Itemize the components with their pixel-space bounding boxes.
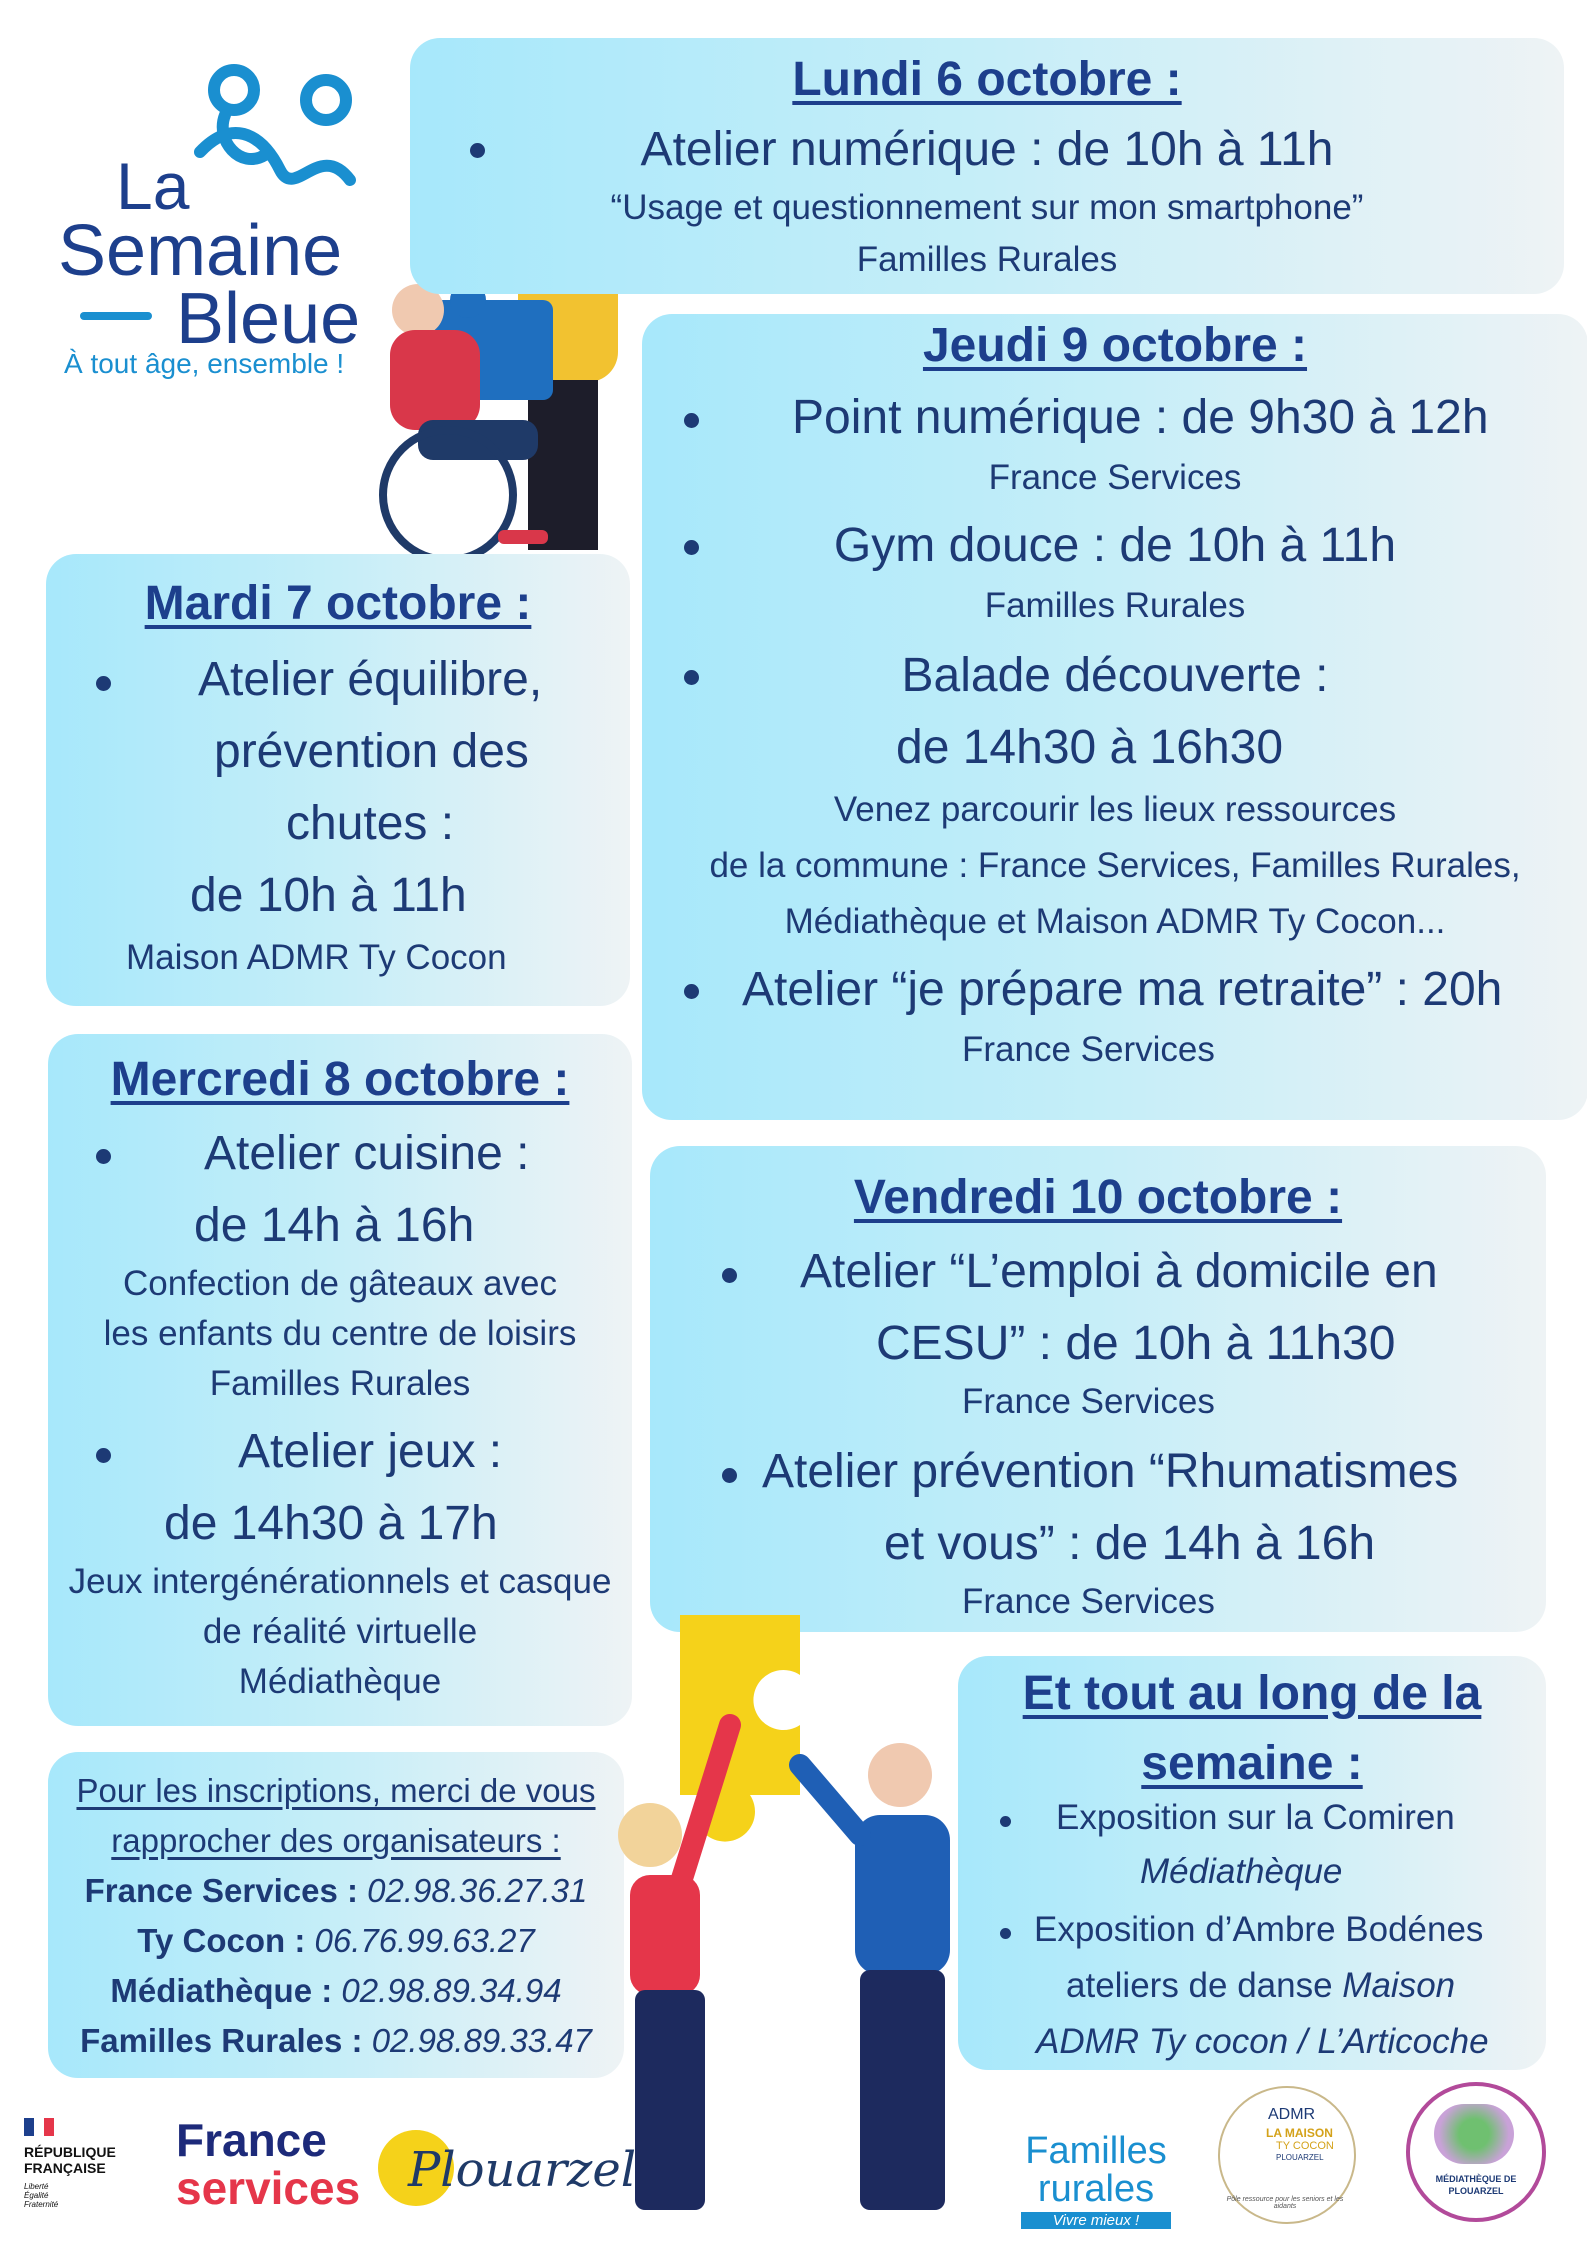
friday-event1-l2: CESU” : de 10h à 11h30	[876, 1317, 1396, 1370]
week-item2-l2-text: ateliers de danse	[1066, 1966, 1343, 2005]
bullet-icon	[684, 413, 699, 428]
thursday-event4: Atelier “je prépare ma retraite” : 20h	[742, 963, 1503, 1016]
thursday-title: Jeudi 9 octobre :	[922, 319, 1308, 372]
bullet-icon	[722, 1468, 737, 1483]
admr-ty-cocon-logo	[1206, 2080, 1366, 2230]
thursday-event3: Balade découverte :	[901, 649, 1329, 702]
admr-line-2: LA MAISON	[1266, 2126, 1333, 2140]
wednesday-event1: Atelier cuisine :	[204, 1127, 530, 1180]
wednesday-event1-desc1: Confection de gâteaux avec	[123, 1264, 557, 1303]
admr-line-3: TY COCON	[1276, 2140, 1334, 2152]
mediatheque-line-2: PLOUARZEL	[1448, 2186, 1504, 2196]
friday-title: Vendredi 10 octobre :	[853, 1171, 1343, 1224]
wednesday-event1-org: Familles Rurales	[209, 1364, 471, 1403]
brand-line-2: Semaine	[58, 211, 343, 291]
people-icon	[50, 60, 390, 220]
wednesday-event1-desc2: les enfants du centre de loisirs	[103, 1314, 577, 1353]
illustration-puzzle-people	[610, 1605, 960, 2235]
republique-motto-1: Liberté	[24, 2182, 49, 2191]
contact-row	[48, 1972, 624, 2010]
week-item1: Exposition sur la Comiren	[1056, 1798, 1455, 1837]
tuesday-event1-org: Maison ADMR Ty Cocon	[126, 938, 507, 977]
mediatheque-logo	[1406, 2082, 1546, 2222]
contact-row	[48, 2022, 624, 2060]
week-title-1: Et tout au long de la	[1022, 1667, 1482, 1720]
tuesday-title: Mardi 7 octobre :	[144, 577, 532, 630]
republique-francaise-logo	[24, 2118, 134, 2228]
semaine-bleue-logo	[50, 60, 390, 390]
tuesday-event1-l1: Atelier équilibre,	[198, 653, 543, 706]
bullet-icon	[96, 676, 111, 691]
wednesday-event1-time: de 14h à 16h	[194, 1199, 475, 1252]
contact-row	[48, 1922, 624, 1960]
marianne-icon	[24, 2118, 54, 2136]
bullet-icon	[1000, 1928, 1011, 1939]
friday-event2-org: France Services	[962, 1582, 1215, 1621]
wednesday-event2-time: de 14h30 à 17h	[164, 1497, 498, 1550]
wednesday-event2: Atelier jeux :	[238, 1425, 503, 1478]
fr-line-1: Familles	[1025, 2130, 1167, 2172]
bullet-icon	[1000, 1816, 1011, 1827]
monday-title: Lundi 6 octobre :	[792, 53, 1182, 106]
contact-name: France Services :	[84, 1872, 358, 1909]
friday-event2-l2: et vous” : de 14h à 16h	[884, 1517, 1376, 1570]
contact-phone[interactable]: 02.98.89.33.47	[371, 2022, 592, 2059]
republique-line-1: RÉPUBLIQUE	[24, 2144, 116, 2160]
brand-line-3: Bleue	[176, 279, 361, 359]
week-title-2: semaine :	[1141, 1737, 1363, 1790]
bullet-icon	[684, 984, 699, 999]
monday-event1-org: Familles Rurales	[856, 240, 1118, 279]
wednesday-title: Mercredi 8 octobre :	[110, 1053, 570, 1106]
fs-line-2: services	[176, 2162, 361, 2214]
contacts-intro-1: Pour les inscriptions, merci de vous	[76, 1772, 596, 1809]
thursday-event1: Point numérique : de 9h30 à 12h	[792, 391, 1489, 444]
france-services-logo	[176, 2116, 360, 2212]
tuesday-event1-time: de 10h à 11h	[190, 869, 467, 922]
bullet-icon	[96, 1448, 111, 1463]
mediatheque-line-1: MÉDIATHÈQUE DE	[1435, 2174, 1517, 2184]
contact-phone[interactable]: 02.98.89.34.94	[341, 1972, 562, 2009]
fs-line-1: France	[176, 2114, 327, 2166]
friday-event2-l1: Atelier prévention “Rhumatismes	[762, 1445, 1459, 1498]
card-all-week	[958, 1656, 1546, 2070]
tree-icon	[1434, 2104, 1514, 2164]
wednesday-event2-desc2: de réalité virtuelle	[202, 1612, 478, 1651]
admr-line-1: ADMR	[1268, 2106, 1316, 2123]
bullet-icon	[96, 1149, 111, 1164]
card-tuesday	[46, 554, 630, 1006]
tuesday-event1-l2: prévention des	[214, 725, 529, 778]
fr-tag: Vivre mieux !	[1021, 2212, 1171, 2229]
brand-line-1: La	[116, 149, 190, 223]
friday-event1-org: France Services	[962, 1382, 1215, 1421]
week-item2-l2-italic: Maison	[1342, 1966, 1456, 2005]
contact-name: Familles Rurales :	[80, 2022, 363, 2059]
contact-phone[interactable]: 06.76.99.63.27	[314, 1922, 535, 1959]
week-item2-l2	[1066, 1966, 1455, 2006]
thursday-event3-desc3: Médiathèque et Maison ADMR Ty Cocon...	[784, 902, 1446, 941]
week-item2-l1: Exposition d’Ambre Bodénes	[1034, 1910, 1484, 1949]
bullet-icon	[722, 1268, 737, 1283]
admr-tag: Pôle ressource pour les seniors et les aidants	[1226, 2196, 1344, 2210]
thursday-event4-org: France Services	[962, 1030, 1215, 1069]
card-thursday	[642, 314, 1587, 1120]
thursday-event3-desc1: Venez parcourir les lieux ressources	[833, 790, 1397, 829]
tuesday-event1-l3: chutes :	[286, 797, 455, 850]
thursday-event2-org: Familles Rurales	[984, 586, 1246, 625]
card-contacts	[48, 1752, 624, 2078]
thursday-event1-org: France Services	[988, 458, 1242, 497]
admr-line-4: PLOUARZEL	[1276, 2153, 1324, 2162]
familles-rurales-logo	[1016, 2090, 1176, 2230]
fr-line-2: rurales	[1037, 2168, 1155, 2210]
contact-phone[interactable]: 02.98.36.27.31	[367, 1872, 588, 1909]
wednesday-event2-org: Médiathèque	[238, 1662, 442, 1701]
monday-event1: Atelier numérique : de 10h à 11h	[640, 123, 1334, 176]
contact-name: Ty Cocon :	[137, 1922, 306, 1959]
plouarzel-text: Plouarzel	[408, 2142, 637, 2198]
monday-event1-desc: “Usage et questionnement sur mon smartphone”	[610, 188, 1364, 227]
republique-motto-3: Fraternité	[24, 2200, 59, 2209]
thursday-event3-time: de 14h30 à 16h30	[896, 721, 1284, 774]
friday-event1-l1: Atelier “L’emploi à domicile en	[800, 1245, 1438, 1298]
contact-row	[48, 1872, 624, 1910]
contact-name: Médiathèque :	[110, 1972, 333, 2009]
card-monday	[410, 38, 1564, 294]
contacts-intro-2: rapprocher des organisateurs :	[111, 1822, 561, 1859]
week-item2-l3: ADMR Ty cocon / L’Articoche	[1036, 2022, 1489, 2061]
thursday-event2: Gym douce : de 10h à 11h	[833, 519, 1397, 572]
brand-dash	[80, 312, 152, 320]
republique-line-2: FRANÇAISE	[24, 2160, 106, 2176]
plouarzel-logo	[378, 2126, 637, 2216]
wednesday-event2-desc1: Jeux intergénérationnels et casque	[68, 1562, 612, 1601]
card-friday	[650, 1146, 1546, 1632]
republique-motto-2: Égalité	[24, 2191, 49, 2200]
brand-tagline: À tout âge, ensemble !	[64, 348, 345, 379]
thursday-event3-desc2: de la commune : France Services, Familles Rurales,	[709, 846, 1521, 885]
week-item1-place: Médiathèque	[1140, 1852, 1343, 1891]
card-wednesday	[48, 1034, 632, 1726]
